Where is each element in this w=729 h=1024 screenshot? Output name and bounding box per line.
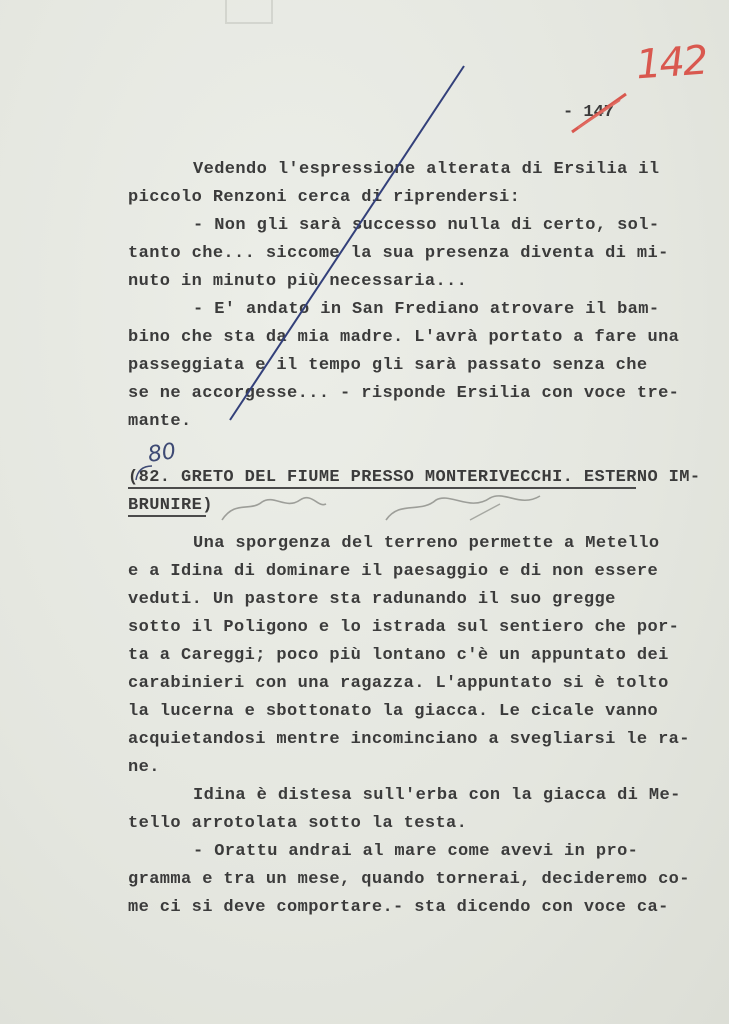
text-line: - E' andato in San Frediano atrovare il bam- [193,300,660,319]
text-line: ne. [128,758,160,777]
text-line: Una sporgenza del terreno permette a Metello [193,534,660,553]
text-line: - Non gli sarà successo nulla di certo, sol- [193,216,660,235]
text-line: Vedendo l'espressione alterata di Ersilia il [193,160,660,179]
pencil-scribble [470,504,500,520]
text-line: - Orattu andrai al mare come avevi in pro- [193,842,639,861]
text-line: bino che sta da mia madre. L'avrà portato a fare una [128,328,680,347]
text-line: piccolo Renzoni cerca di riprendersi: [128,188,521,207]
text-line: Idina è distesa sull'erba con la giacca di Me- [193,786,681,805]
text-line: mante. [128,412,192,431]
strike-through-line [230,66,464,420]
scene-heading-line: BRUNIRE) [128,496,213,515]
text-line: e a Idina di dominare il paesaggio e di non essere [128,562,659,581]
pencil-scribble [222,498,326,520]
text-line: tanto che... siccome la sua presenza diventa di mi- [128,244,669,263]
text-line: tello arrotolata sotto la testa. [128,814,468,833]
scene-number-mark [136,466,152,480]
text-line: ta a Careggi; poco più lontano c'è un appuntato dei [128,646,669,665]
handwritten-page-number: 142 [634,37,708,89]
text-line: gramma e tra un mese, quando tornerai, decideremo co- [128,870,690,889]
text-line: se ne accorgesse... - risponde Ersilia con voce tre- [128,384,680,403]
page-number-cross-out [578,100,620,128]
text-line: carabinieri con una ragazza. L'appuntato si è tolto [128,674,669,693]
scene-heading-line: (82. GRETO DEL FIUME PRESSO MONTERIVECCHI. ESTERNO IM- [128,468,701,487]
pencil-scribble [386,496,540,520]
text-line: passeggiata e il tempo gli sarà passato senza che [128,356,648,375]
typed-page-number: - 147 [563,103,615,122]
text-line: acquietandosi mentre incominciano a svegliarsi le ra- [128,730,690,749]
text-line: veduti. Un pastore sta radunando il suo gregge [128,590,616,609]
text-line: me ci si deve comportare.- sta dicendo con voce ca- [128,898,669,917]
handwritten-scene-number: 80 [146,439,178,468]
text-line: sotto il Poligono e lo istrada sul sentiero che por- [128,618,680,637]
text-line: nuto in minuto più necessaria... [128,272,468,291]
text-line: la lucerna e sbottonato la giacca. Le cicale vanno [128,702,659,721]
